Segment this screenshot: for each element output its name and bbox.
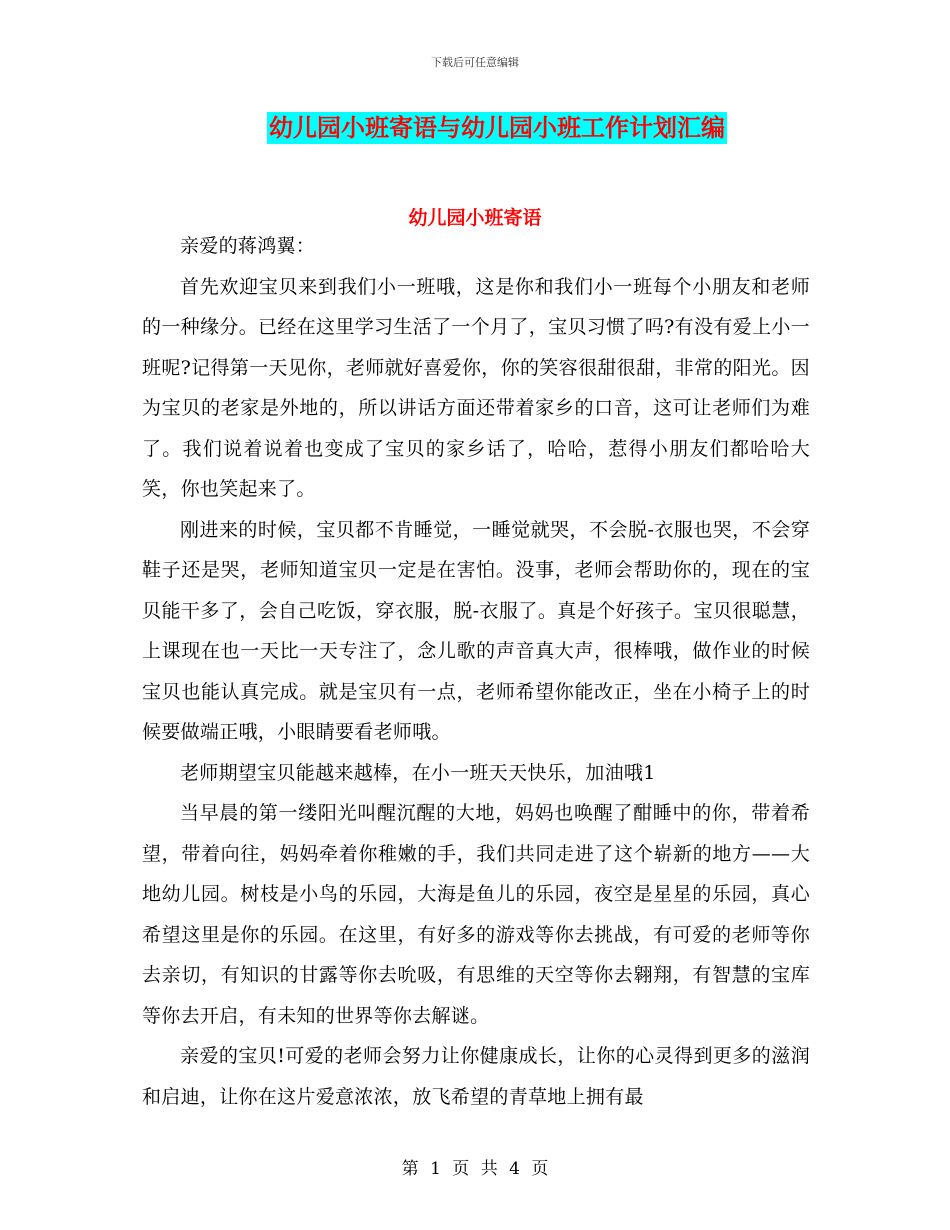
document-title: 幼儿园小班寄语与幼儿园小班工作计划汇编 <box>269 114 725 142</box>
section-title: 幼儿园小班寄语 <box>408 207 542 229</box>
page-number-footer: 第 1 页 共 4 页 <box>401 1159 549 1179</box>
paragraph: 首先欢迎宝贝来到我们小一班哦，这是你和我们小一班每个小朋友和老师的一种缘分。已经在这里学习生活了一个月了，宝贝习惯了吗?有没有爱上小一班呢?记得第一天见你，老师就好喜爱你，你的笑容很甜很甜，非常的阳光。因为宝贝的老家是外地的，所以讲话方面还带着家乡的口音，这可让老师们为难了。我们说着说着也变成了宝贝的家乡话了，哈哈，惹得小朋友们都哈哈大笑，你也笑起来了。 <box>142 275 810 500</box>
document-body <box>142 226 810 1117</box>
paragraph: 老师期望宝贝能越来越棒，在小一班天天快乐，加油哦1 <box>180 761 656 784</box>
salutation: 亲爱的蒋鸿翼： <box>180 235 316 257</box>
paragraph: 当早晨的第一缕阳光叫醒沉醒的大地，妈妈也唤醒了酣睡中的你，带着希望，带着向往，妈妈牵着你稚嫩的手，我们共同走进了这个崭新的地方——大地幼儿园。树枝是小鸟的乐园，大海是鱼儿的乐园，夜空是星星的乐园，真心希望这里是你的乐园。在这里，有好多的游戏等你去挑战，有可爱的老师等你去亲切，有知识的甘露等你去吮吸，有思维的天空等你去翱翔，有智慧的宝库等你去开启，有未知的世界等你去解谜。 <box>142 802 810 1027</box>
paragraph: 刚进来的时候，宝贝都不肯睡觉，一睡觉就哭，不会脱-衣服也哭，不会穿鞋子还是哭，老师知道宝贝一定是在害怕。没事，老师会帮助你的，现在的宝贝能干多了，会自己吃饭，穿衣服，脱-衣服了。真是个好孩子。宝贝很聪慧，上课现在也一天比一天专注了，念儿歌的声音真大声，很棒哦，做作业的时候宝贝也能认真完成。就是宝贝有一点，老师希望你能改正，坐在小椅子上的时候要做端正哦，小眼睛要看老师哦。 <box>142 518 810 743</box>
paragraph: 亲爱的宝贝!可爱的老师会努力让你健康成长，让你的心灵得到更多的滋润和启迪，让你在这片爱意浓浓，放飞希望的青草地上拥有最 <box>142 1045 810 1108</box>
document-title-container <box>0 112 950 144</box>
header-note: 下载后可任意编辑 <box>431 56 519 69</box>
